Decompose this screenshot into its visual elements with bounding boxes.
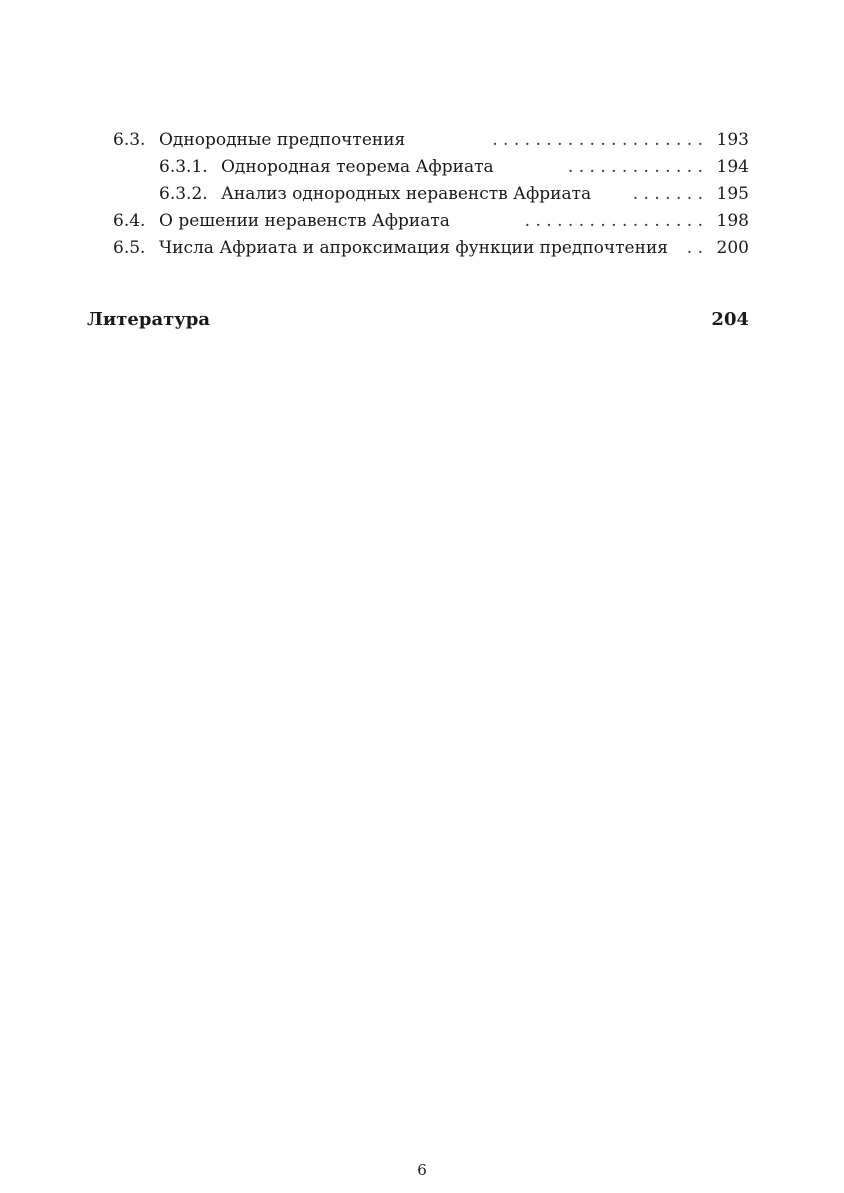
toc-entry-number: 6.3.: [113, 130, 146, 150]
toc-entry-number: 6.4.: [113, 211, 146, 231]
toc-entry-6-3-1[interactable]: [159, 154, 749, 180]
toc-entry-title: Однородная теорема Африата: [221, 154, 500, 180]
toc-entry-page: 195: [716, 184, 749, 204]
bibliography-entry[interactable]: [87, 305, 749, 335]
toc-entry-page: 193: [716, 130, 749, 150]
toc-entry-6-5[interactable]: [113, 235, 749, 261]
page-number: 6: [417, 1161, 427, 1179]
toc-entry-title: Однородные предпочтения: [159, 127, 411, 153]
toc-entry-number: 6.3.1.: [159, 157, 208, 177]
dot-leader: . . . . . . . . . . . . . . . . . . . .: [492, 130, 703, 150]
dot-leader: . . . . . . .: [632, 184, 703, 204]
toc-entry-number: 6.5.: [113, 238, 146, 258]
toc-entry-6-3[interactable]: [113, 127, 749, 153]
toc-entry-6-3-2[interactable]: [159, 181, 749, 207]
bibliography-page: 204: [711, 309, 749, 330]
toc-entry-number: 6.3.2.: [159, 184, 208, 204]
toc-entry-title: Анализ однородных неравенств Африата: [221, 181, 597, 207]
toc-entry-page: 194: [716, 157, 749, 177]
dot-leader: . . . . . . . . . . . . .: [567, 157, 703, 177]
toc-entry-page: 198: [716, 211, 749, 231]
toc-entry-page: 200: [716, 238, 749, 258]
bibliography-title: Литература: [87, 309, 211, 330]
toc-entry-6-4[interactable]: [113, 208, 749, 234]
toc-entry-title: Числа Африата и апроксимация функции предпочтения: [159, 235, 674, 261]
dot-leader: . .: [686, 238, 703, 258]
dot-leader: . . . . . . . . . . . . . . . . .: [524, 211, 703, 231]
toc-entry-title: О решении неравенств Африата: [159, 208, 456, 234]
